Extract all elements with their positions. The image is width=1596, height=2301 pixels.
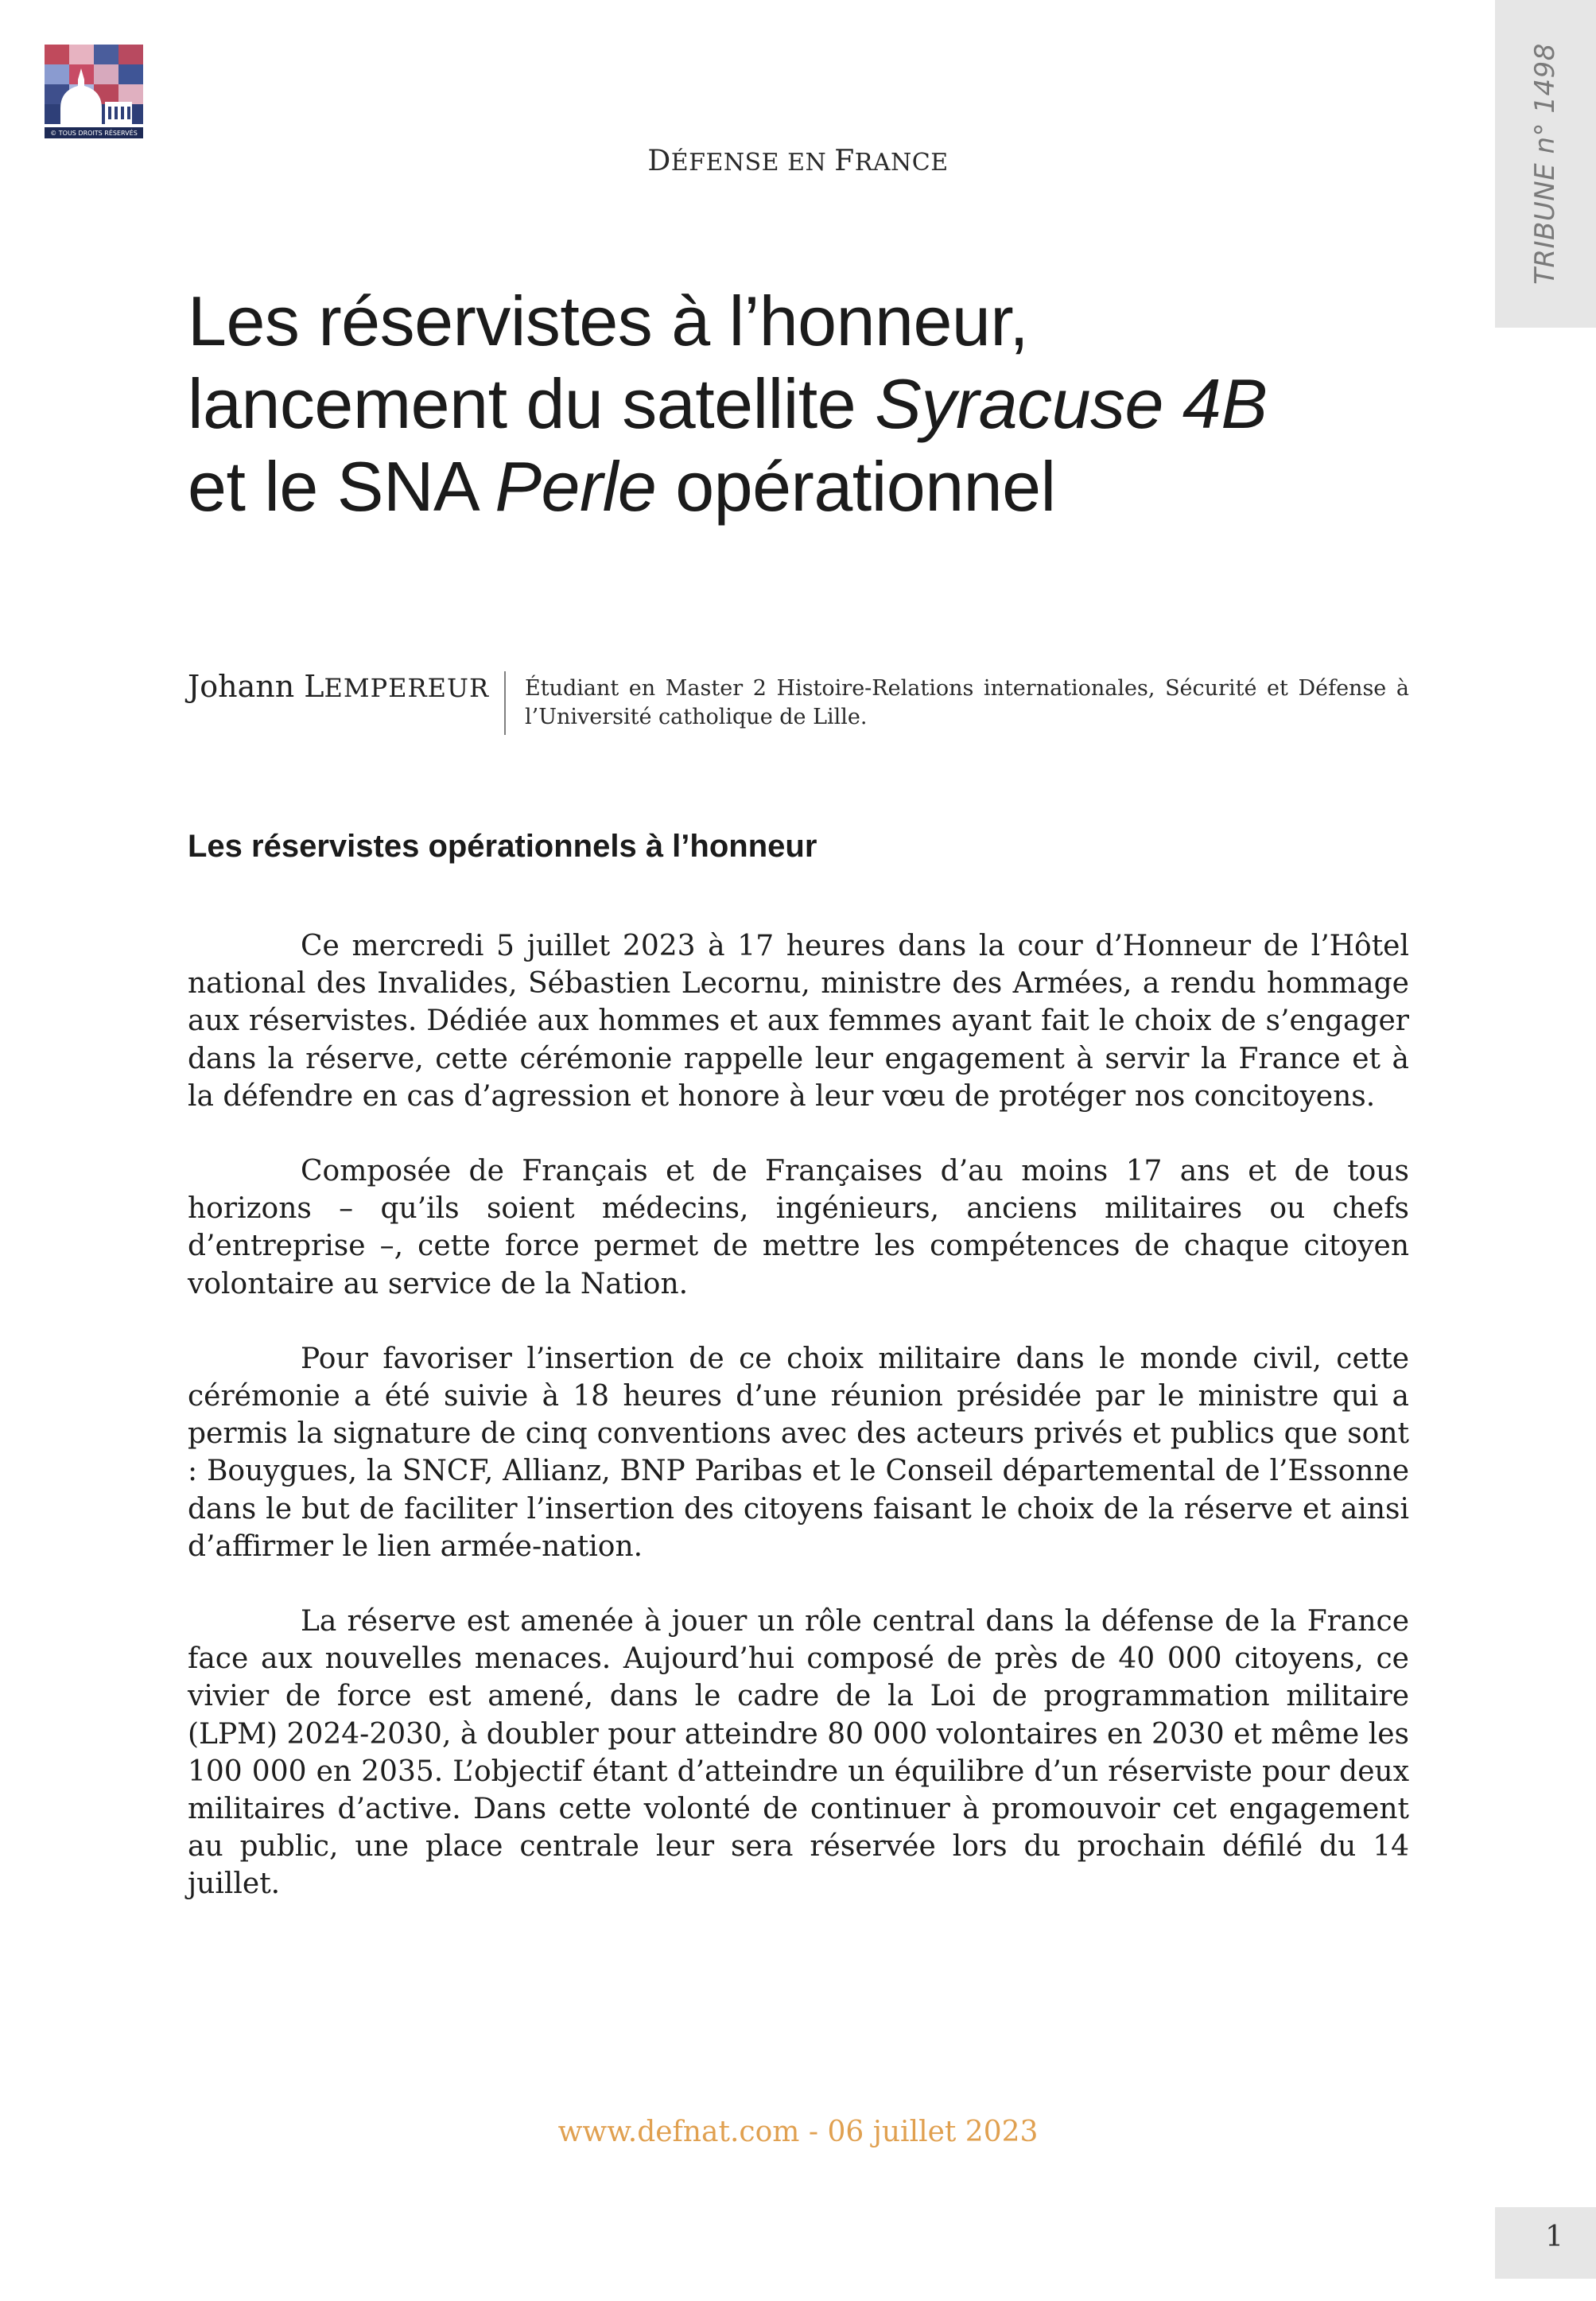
tribune-number: TRIBUNE n° 1498 <box>1529 43 1561 285</box>
section-heading: Les réservistes opérationnels à l’honneur <box>188 829 817 864</box>
paragraph: La réserve est amenée à jouer un rôle central dans la défense de la France face aux nouvelles menaces. Aujourd’hui composé de près de 40 000 citoyens, ce vivier de force est amené, dans le cadre de la Loi de programmation militaire (LPM) 2024-2030, à doubler pour atteindre 80 000 volontaires en 2030 et même les 100 000 en 2035. L’objectif étant d’atteindre un équilibre d’un réserviste pour deux militaires d’active. Dans cette volonté de continuer à promouvoir cet engagement au public, une place centrale leur sera réservée lors du prochain défilé du 14 juillet. <box>188 1605 1409 1901</box>
publication-logo <box>45 45 143 140</box>
article-title: Les réservistes à l’honneur, lancement du satellite Syracuse 4B et le SNA Perle opérationnel <box>188 282 1268 526</box>
satellite-name: Syracuse 4B <box>875 364 1268 443</box>
paragraph: Ce mercredi 5 juillet 2023 à 17 heures dans la cour d’Honneur de l’Hôtel national des Invalides, Sébastien Lecornu, ministre des Armées, a rendu hommage aux réservistes. Dédiée aux hommes et aux femmes ayant fait le choix de s’engager dans la réserve, cette cérémonie rappelle leur engagement à servir la France et à la défendre en cas d’agression et honore à leur vœu de protéger nos concitoyens. <box>188 930 1409 1113</box>
title-line-1: Les réservistes à l’honneur, <box>188 282 1029 360</box>
submarine-name: Perle <box>495 447 657 526</box>
author-affiliation: Étudiant en Master 2 Histoire-Relations internationales, Sécurité et Défense à l’Université catholique de Lille. <box>525 676 1409 729</box>
paragraph: Composée de Français et de Françaises d’au moins 17 ans et de tous horizons – qu’ils soient médecins, ingénieurs, anciens militaires ou chefs d’entreprise –, cette force permet de mettre les compétences de chaque citoyen volontaire au service de la Nation. <box>188 1155 1409 1300</box>
page-number: 1 <box>1545 2221 1563 2253</box>
footer-website-date: www.defnat.com - 06 juillet 2023 <box>557 2116 1039 2148</box>
logo-caption: © TOUS DROITS RÉSERVÉS <box>50 130 138 137</box>
rubric: DÉFENSE EN FRANCE <box>647 145 949 177</box>
paragraph: Pour favoriser l’insertion de ce choix militaire dans le monde civil, cette cérémonie a été suivie à 18 heures d’une réunion présidée par le ministre qui a permis la signature de cinq conventions avec des acteurs privés et publics que sont : Bouygues, la SNCF, Allianz, BNP Paribas et le Conseil départemental de l’Essonne dans le but de faciliter l’insertion des citoyens faisant le choix de la réserve et ainsi d’affirmer le lien armée-nation. <box>188 1342 1409 1563</box>
author-divider <box>504 671 506 735</box>
article-body <box>188 927 1409 1941</box>
author-name: Johann LEMPEREUR <box>188 669 490 704</box>
